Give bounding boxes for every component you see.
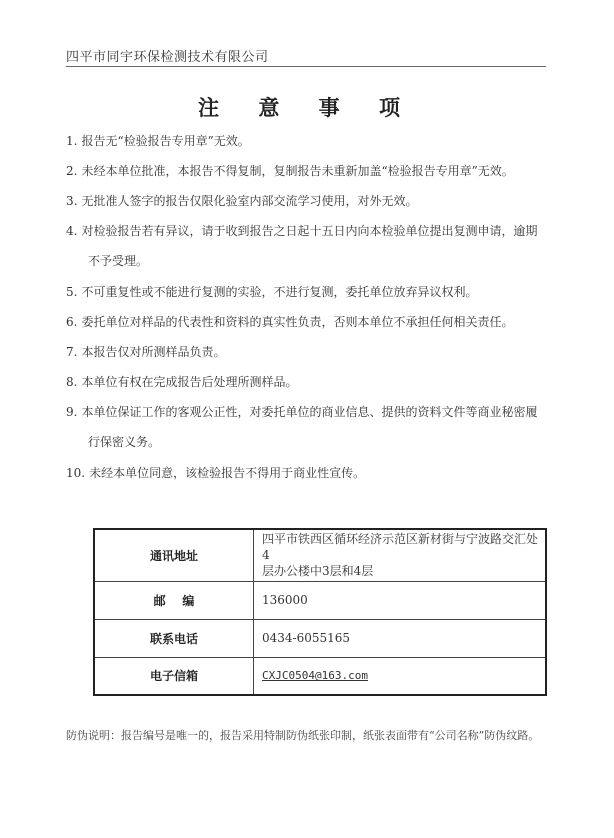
address-line: 层办公楼中3层和4层 [262, 564, 374, 579]
notice-text: 本报告仅对所测样品负责。 [81, 345, 226, 359]
notice-item [66, 164, 514, 178]
contact-row-address [94, 529, 546, 581]
postcode-value: 136000 [254, 581, 547, 619]
notice-item [66, 345, 225, 359]
notice-item [66, 194, 417, 208]
notice-text: 不予受理。 [88, 254, 149, 268]
notice-text: 本单位保证工作的客观公正性，对委托单位的商业信息、提供的资料文件等商业秘密履 [81, 405, 538, 419]
notice-number: 4. [66, 224, 78, 238]
postcode-label: 邮 编 [94, 581, 254, 619]
notice-text: 对检验报告若有异议，请于收到报告之日起十五日内向本检验单位提出复测申请，逾期 [81, 224, 538, 238]
contact-row-postcode [94, 581, 546, 619]
notice-item-continuation [88, 254, 148, 268]
notice-number: 1. [66, 134, 78, 148]
notice-text: 未经本单位同意，该检验报告不得用于商业性宣传。 [89, 466, 366, 480]
email-link[interactable]: CXJC0504@163.com [262, 669, 368, 683]
address-label: 通讯地址 [94, 529, 254, 581]
header-rule [66, 66, 546, 67]
notice-text: 本单位有权在完成报告后处理所测样品。 [81, 375, 298, 389]
notice-number: 9. [66, 405, 78, 419]
notice-number: 5. [66, 285, 78, 299]
notice-item [66, 134, 250, 148]
email-label: 电子信箱 [94, 657, 254, 695]
notice-text: 行保密义务。 [88, 435, 161, 449]
notice-item [66, 466, 365, 480]
page-title: 注 意 事 项 [198, 96, 416, 120]
anti-counterfeit-note: 防伪说明：报告编号是唯一的，报告采用特制防伪纸张印制，纸张表面带有“公司名称”防伪纹路。 [66, 729, 540, 742]
notice-text: 不可重复性或不能进行复测的实验，不进行复测，委托单位放弃异议权利。 [81, 285, 478, 299]
notice-number: 3. [66, 194, 78, 208]
address-line: 四平市铁西区循环经济示范区新材街与宁波路交汇处4 [262, 532, 539, 563]
notice-item [66, 375, 297, 389]
notice-number: 6. [66, 315, 78, 329]
notice-number: 10. [66, 466, 86, 480]
notice-text: 委托单位对样品的代表性和资料的真实性负责，否则本单位不承担任何相关责任。 [81, 315, 514, 329]
notice-item [66, 224, 537, 238]
phone-value: 0434-6055165 [254, 619, 547, 657]
contact-table [93, 528, 547, 696]
contact-row-email [94, 657, 546, 695]
notice-number: 7. [66, 345, 78, 359]
notice-text: 未经本单位批准，本报告不得复制，复制报告未重新加盖“检验报告专用章”无效。 [81, 164, 514, 178]
notice-text: 无批准人签字的报告仅限化验室内部交流学习使用，对外无效。 [81, 194, 418, 208]
email-value [254, 657, 547, 695]
phone-label: 联系电话 [94, 619, 254, 657]
notice-item-continuation [88, 435, 160, 449]
notice-number: 8. [66, 375, 78, 389]
company-name: 四平市同宇环保检测技术有限公司 [66, 50, 269, 65]
notice-number: 2. [66, 164, 78, 178]
address-value [254, 529, 547, 581]
notice-text: 报告无“检验报告专用章”无效。 [81, 134, 250, 148]
notice-item [66, 285, 477, 299]
notice-item [66, 405, 537, 419]
notice-item [66, 315, 513, 329]
contact-row-phone [94, 619, 546, 657]
